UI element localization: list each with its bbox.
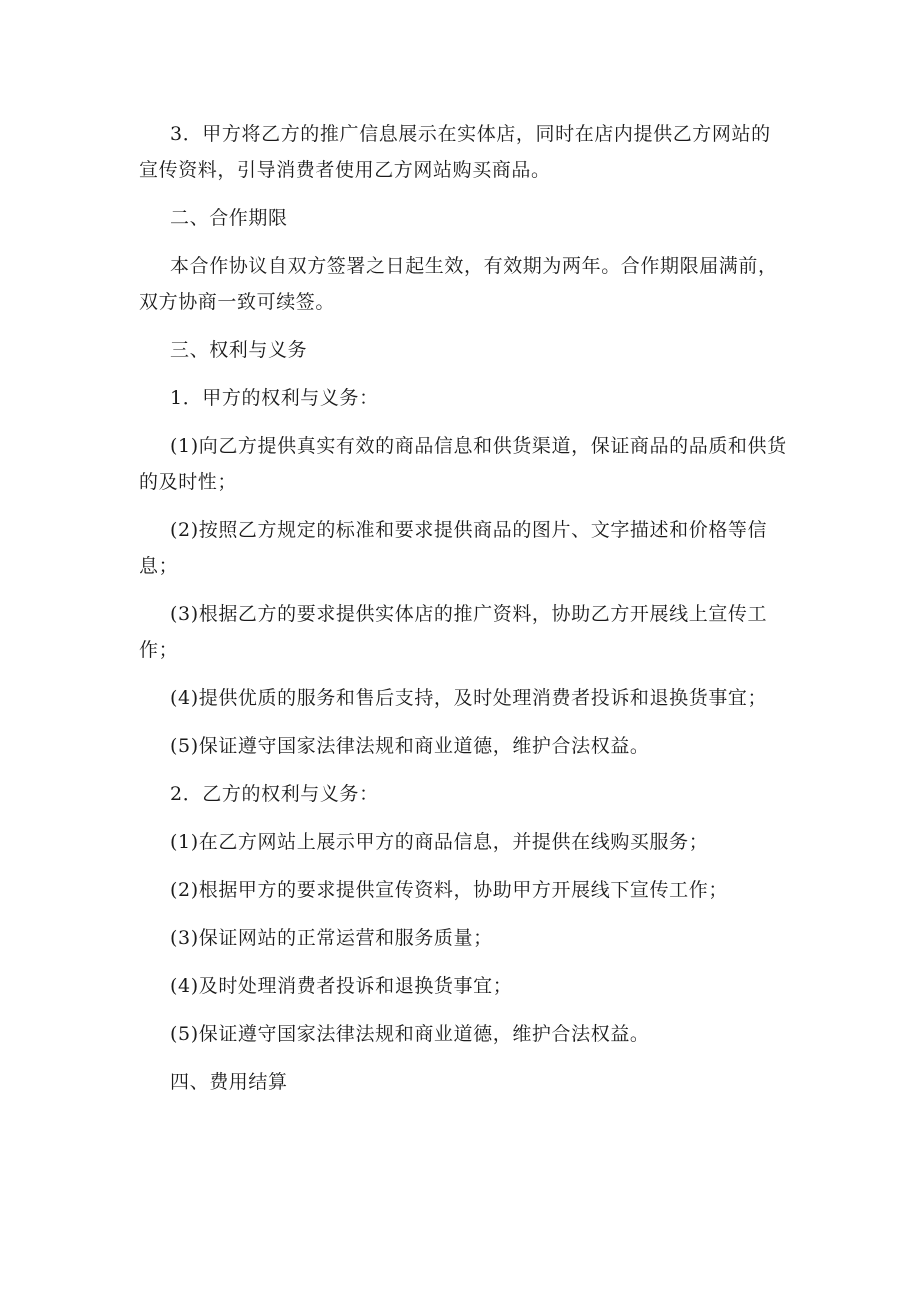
heading-section-3: 三、权利与义务	[170, 339, 308, 361]
item-b-4: (4)及时处理消费者投诉和退换货事宜；	[170, 975, 513, 997]
para-term: 本合作协议自双方签署之日起生效，有效期为两年。合作期限届满前，双方协商一致可续签。	[139, 255, 778, 313]
item-a-3: (3)根据乙方的要求提供实体店的推广资料，协助乙方开展线上宣传工作；	[139, 603, 768, 661]
item-b-5: (5)保证遵守国家法律法规和商业道德，维护合法权益。	[170, 1023, 650, 1045]
item-a-4: (4)提供优质的服务和售后支持，及时处理消费者投诉和退换货事宜；	[170, 687, 768, 709]
item-a-1: (1)向乙方提供真实有效的商品信息和供货渠道，保证商品的品质和供货的及时性；	[139, 435, 787, 493]
heading-section-2: 二、合作期限	[170, 207, 288, 229]
subheading-party-a: 1．甲方的权利与义务：	[170, 387, 379, 409]
item-a-2: (2)按照乙方规定的标准和要求提供商品的图片、文字描述和价格等信息；	[139, 519, 768, 577]
item-b-1: (1)在乙方网站上展示甲方的商品信息，并提供在线购买服务；	[170, 831, 709, 853]
item-b-2: (2)根据甲方的要求提供宣传资料，协助甲方开展线下宣传工作；	[170, 879, 728, 901]
document-body	[139, 116, 789, 1100]
subheading-party-b: 2．乙方的权利与义务：	[170, 783, 379, 805]
item-a-5: (5)保证遵守国家法律法规和商业道德，维护合法权益。	[170, 735, 650, 757]
heading-section-4: 四、费用结算	[170, 1071, 288, 1093]
para-clause-1-3: 3．甲方将乙方的推广信息展示在实体店，同时在店内提供乙方网站的宣传资料，引导消费者使用乙方网站购买商品。	[139, 123, 771, 181]
item-b-3: (3)保证网站的正常运营和服务质量；	[170, 927, 493, 949]
